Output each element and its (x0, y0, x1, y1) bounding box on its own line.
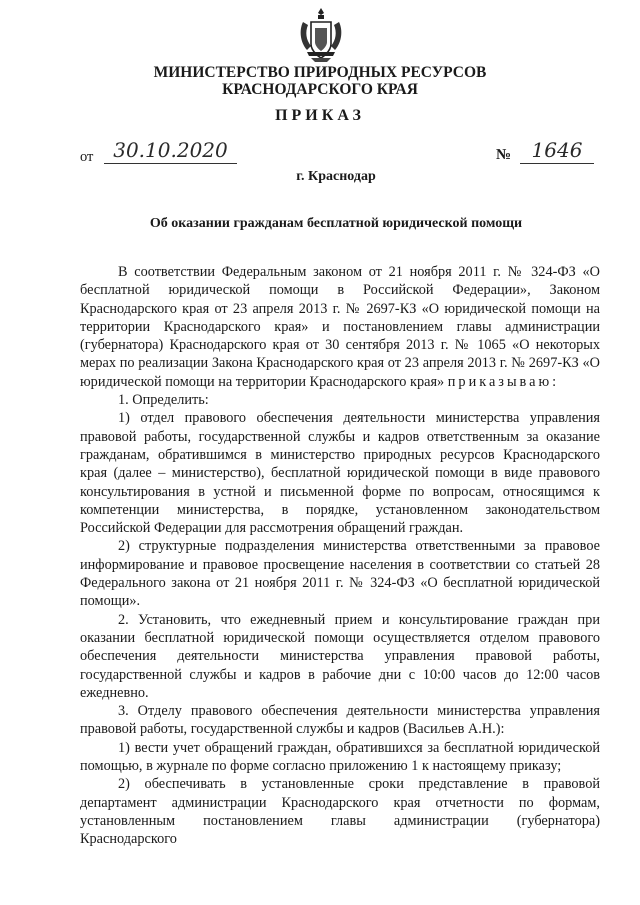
order-number: 1646 (520, 137, 594, 164)
order-word: приказываю: (447, 373, 560, 390)
intro-text: В соответствии Федеральным законом от 21 ноября 2011 г. № 324-ФЗ «О бесплатной юридической помощи в Российской Федерации», Законом Краснодарского края от 23 апреля 2013 г. № 2697-КЗ «О юридической помощи на территории Краснодарского края» и постановлением главы администрации (губернатора) Краснодарского края от 30 сентября 2013 г. № 1065 «О некоторых мерах по реализации Закона Краснодарского края от 23 апреля 2013 г. № 2697-КЗ «О юридической помощи на территории Краснодарского края» (80, 264, 600, 390)
number-label: № (496, 147, 512, 163)
document-type: ПРИКАЗ (275, 107, 365, 124)
clause-3-2: 2) обеспечивать в установленные сроки представление в правовой департамент администрации Краснодарского края отчетности по формам, установленным постановлением главы администрации (губернатора) Краснодарского (80, 776, 600, 848)
intro-paragraph (80, 263, 600, 391)
ministry-name-line1: МИНИСТЕРСТВО ПРИРОДНЫХ РЕСУРСОВ (153, 64, 487, 81)
ministry-name-line2: КРАСНОДАРСКОГО КРАЯ (222, 81, 418, 98)
coat-of-arms-emblem (297, 6, 345, 64)
order-date: 30.10.2020 (104, 137, 237, 164)
clause-3: 3. Отделу правового обеспечения деятельности министерства управления правовой работы, государственной службы и кадров (Васильев А.Н.): (80, 703, 600, 738)
ministry-name (0, 64, 640, 98)
document-title: Об оказании гражданам бесплатной юридической помощи (149, 216, 523, 231)
clause-1-2: 2) структурные подразделения министерства ответственными за правовое информирование и правовое просвещение населения в соответствии со статьей 28 Федерального закона от 21 ноября 2011 г. № 324-ФЗ «О бесплатной юридической помощи». (80, 538, 600, 610)
clause-1-1: 1) отдел правового обеспечения деятельности министерства управления правовой работы, государственной службы и кадров ответственным за оказание гражданам, обратившимся в министерство природных ресурсов Краснодарского края (далее – министерство), бесплатной юридической помощи в виде правового консультирования в устной и письменной форме по вопросам, относящимся к компетенции министерства, в порядке, установленном законодательством Российской Федерации для рассмотрения обращений граждан. (80, 410, 600, 537)
document-body (80, 263, 600, 849)
clause-1: 1. Определить: (118, 392, 209, 409)
city: г. Краснодар (296, 169, 376, 184)
clause-3-1: 1) вести учет обращений граждан, обратившихся за бесплатной юридической помощью, в журнале по форме согласно приложению 1 к настоящему приказу; (80, 739, 600, 775)
date-label: от (80, 149, 94, 165)
clause-2: 2. Установить, что ежедневный прием и консультирование граждан при оказании бесплатной юридической помощи осуществляется отделом правового обеспечения деятельности министерства управления правовой работы, государственной службы и кадров в рабочие дни с 10:00 часов до 12:00 часов ежедневно. (80, 611, 600, 701)
